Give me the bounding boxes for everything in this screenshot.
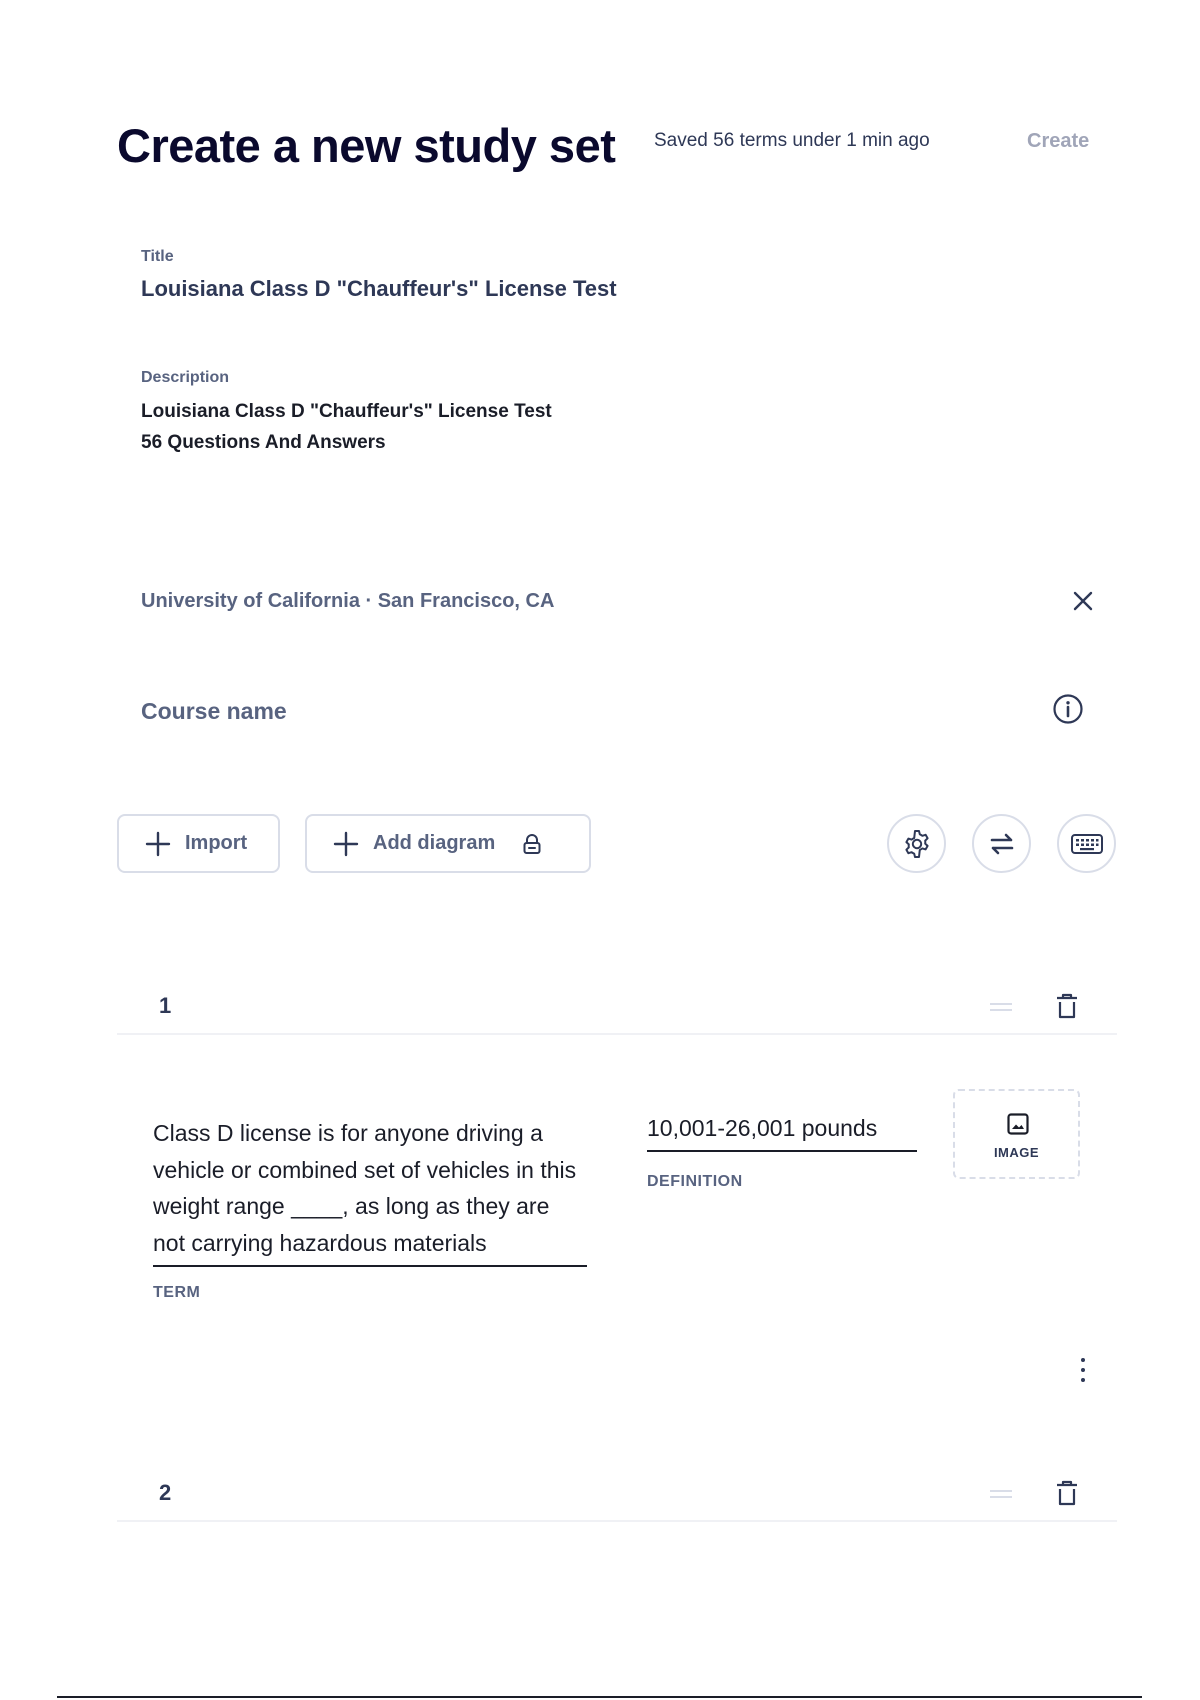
card-number: 1 [159, 993, 172, 1018]
add-image-button[interactable] [953, 1089, 1080, 1179]
drag-handle-icon[interactable] [990, 1490, 1012, 1498]
bottom-divider [57, 1696, 1142, 1698]
save-status: Saved 56 terms under 1 min ago [654, 130, 930, 151]
more-options-icon[interactable] [1077, 1355, 1089, 1385]
card-number: 2 [159, 1480, 172, 1505]
trash-icon[interactable] [1053, 991, 1081, 1021]
school-row [141, 588, 1096, 618]
term-input[interactable]: Class D license is for anyone driving a vehicle or combined set of vehicles in this weight range ____, as long as they are not carrying hazardous materials [153, 1115, 587, 1267]
trash-icon[interactable] [1053, 1478, 1081, 1508]
close-icon[interactable] [1070, 588, 1096, 614]
import-label: Import [185, 832, 248, 854]
swap-icon [986, 828, 1018, 860]
swap-button[interactable] [972, 814, 1031, 873]
lock-icon [521, 833, 543, 855]
add-diagram-button[interactable] [305, 814, 591, 873]
definition-input[interactable]: 10,001-26,001 pounds [647, 1115, 917, 1152]
course-name-input[interactable] [141, 693, 1021, 729]
card-header [117, 975, 1117, 1035]
term-label: TERM [153, 1284, 201, 1301]
description-label: Description [141, 369, 230, 386]
image-icon [1006, 1112, 1030, 1136]
description-line[interactable]: 56 Questions And Answers [141, 432, 386, 453]
keyboard-icon [1070, 831, 1104, 857]
title-label: Title [141, 248, 174, 265]
import-button[interactable] [117, 814, 280, 873]
description-line[interactable]: Louisiana Class D "Chauffeur's" License Test [141, 401, 552, 422]
title-input[interactable]: Louisiana Class D "Chauffeur's" License Test [141, 276, 617, 301]
add-diagram-label: Add diagram [373, 832, 496, 854]
create-button[interactable]: Create [1027, 130, 1090, 152]
settings-button[interactable] [887, 814, 946, 873]
drag-handle-icon[interactable] [990, 1003, 1012, 1011]
keyboard-button[interactable] [1057, 814, 1116, 873]
plus-icon [333, 831, 359, 857]
page-header [117, 112, 1097, 172]
card-header [117, 1462, 1117, 1522]
image-label: IMAGE [993, 1145, 1040, 1160]
course-row [141, 693, 1096, 729]
gear-icon [901, 828, 933, 860]
info-icon[interactable] [1052, 693, 1084, 725]
page-title: Create a new study set [117, 119, 616, 172]
definition-label: DEFINITION [647, 1173, 743, 1190]
school-name: University of California · San Francisco, CA [141, 590, 555, 612]
plus-icon [145, 831, 171, 857]
